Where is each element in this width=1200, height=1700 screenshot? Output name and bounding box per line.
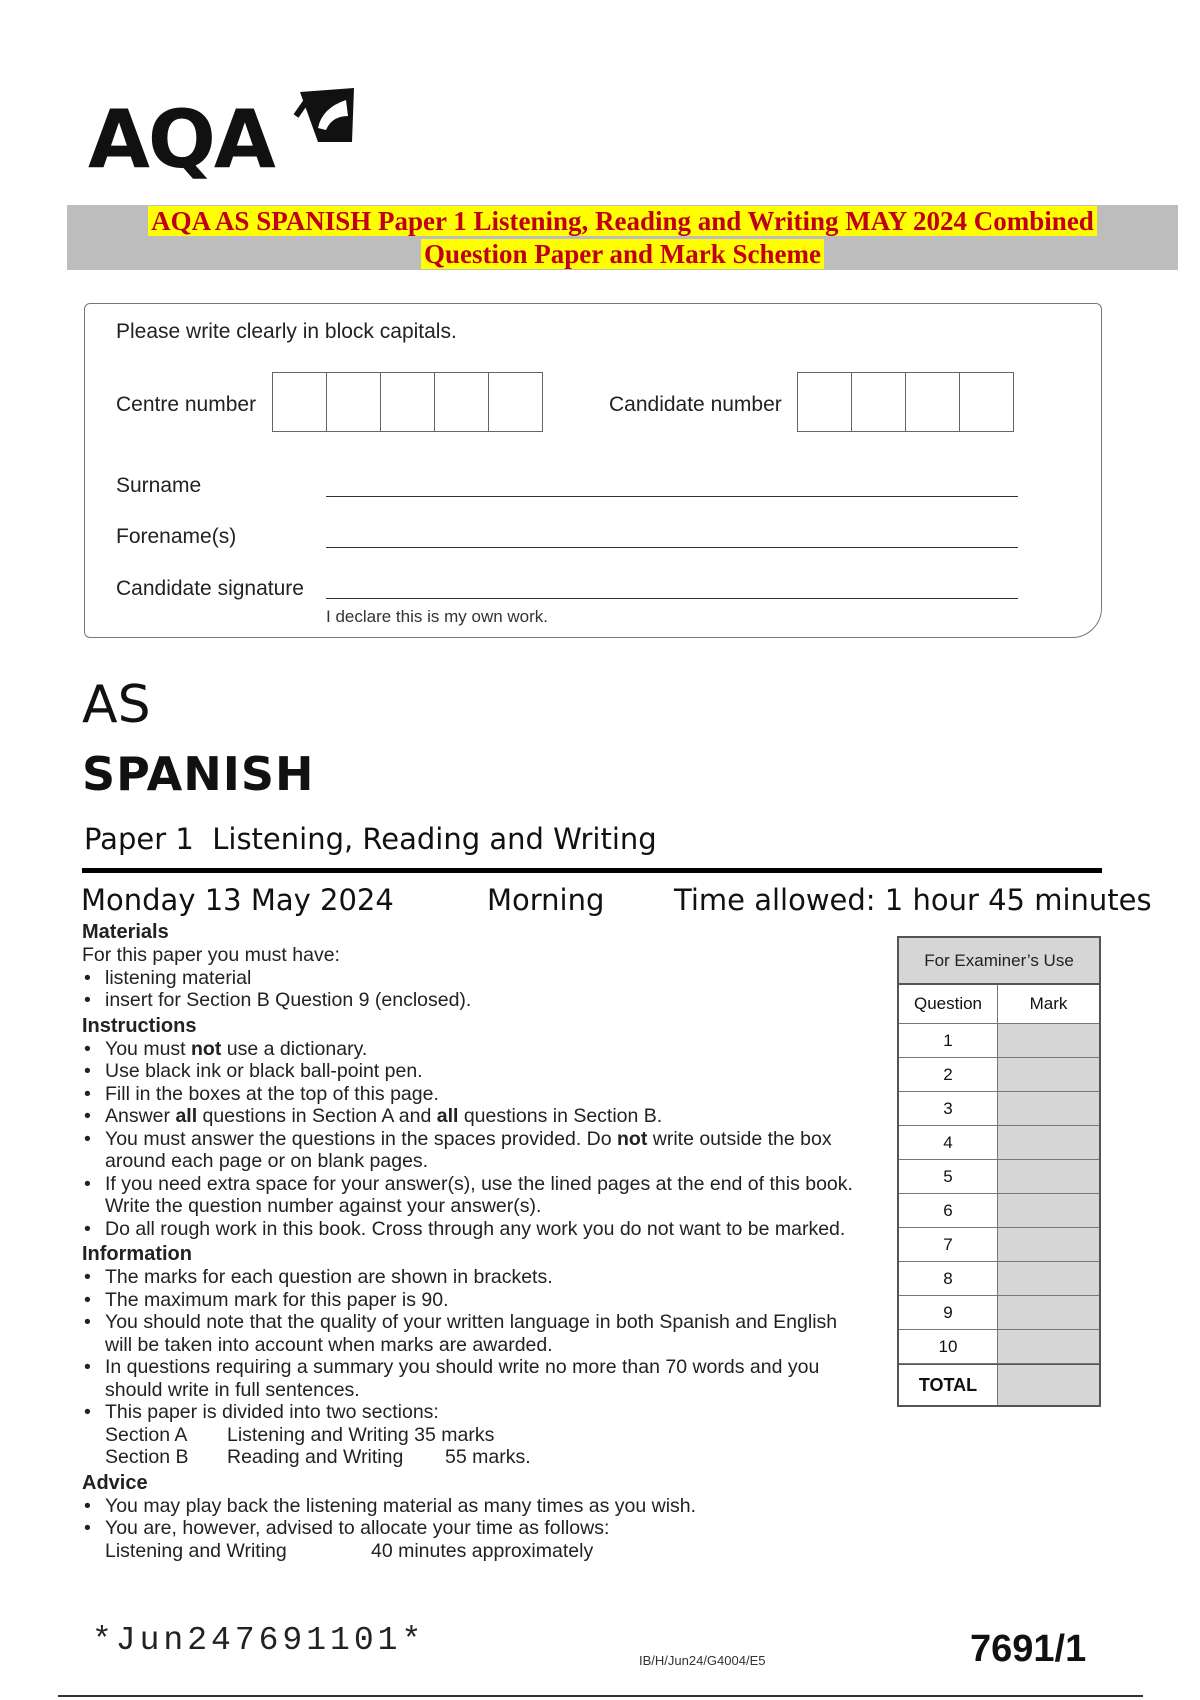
candidate-number-digit[interactable] [960,373,1013,431]
list-item: • In questions requiring a summary you should write no more than 70 words and you should write in full sentences. [82,1356,862,1401]
centre-number-digit[interactable] [381,373,435,431]
candidate-number-digit[interactable] [798,373,852,431]
mark-cell[interactable] [998,1228,1099,1261]
advice-list [82,1495,862,1540]
total-mark-cell[interactable] [998,1365,1099,1405]
aqa-logo-mark-icon [288,86,358,148]
table-row: 7 [899,1228,1099,1262]
list-item: • The marks for each question are shown in brackets. [82,1266,862,1289]
list-item: • Do all rough work in this book. Cross through any work you do not want to be marked. [82,1218,862,1241]
subject-title: SPANISH [82,747,315,801]
materials-heading: Materials [82,921,169,943]
instructions-list [82,1038,862,1241]
mark-column-header: Mark [998,985,1099,1023]
mark-cell[interactable] [998,1194,1099,1227]
mark-cell[interactable] [998,1296,1099,1329]
total-label: TOTAL [899,1365,998,1405]
information-list [82,1266,862,1424]
surname-label: Surname [116,474,202,497]
time-allocation-row: Listening and Writing 40 minutes approximately [105,1539,594,1562]
table-row: 1 [899,1024,1099,1058]
total-row [899,1364,1099,1405]
table-row: 6 [899,1194,1099,1228]
list-item: • insert for Section B Question 9 (enclosed). [82,989,862,1012]
mark-cell[interactable] [998,1024,1099,1057]
centre-number-boxes[interactable] [272,372,543,432]
paper-title: Paper 1 Listening, Reading and Writing [84,822,657,856]
list-item: • Fill in the boxes at the top of this page. [82,1083,862,1106]
list-item: • You are, however, advised to allocate your time as follows: [82,1517,862,1540]
examiner-use-table [897,936,1101,1407]
candidate-number-label: Candidate number [609,393,782,416]
mark-cell[interactable] [998,1126,1099,1159]
table-row: 10 [899,1330,1099,1364]
signature-label: Candidate signature [116,577,304,600]
mark-cell[interactable] [998,1160,1099,1193]
table-row: 5 [899,1160,1099,1194]
list-item: • Answer all questions in Section A and all questions in Section B. [82,1105,862,1128]
list-item: • You may play back the listening material as many times as you wish. [82,1495,862,1518]
section-b-row: Section B Reading and Writing 55 marks. [105,1446,531,1468]
centre-number-label: Centre number [116,393,257,416]
logo-text: AQA [88,93,274,186]
table-row: 9 [899,1296,1099,1330]
forename-label: Forename(s) [116,525,237,548]
candidate-number-boxes[interactable] [797,372,1014,432]
signature-field[interactable] [326,598,1018,599]
candidate-number-digit[interactable] [906,373,960,431]
title-banner [67,205,1178,270]
candidate-details-box [84,303,1102,638]
time-allowed: Time allowed: 1 hour 45 minutes [674,883,1152,917]
list-item: • This paper is divided into two sections: [82,1401,862,1424]
surname-field[interactable] [326,496,1018,497]
document-reference: IB/H/Jun24/G4004/E5 [639,1653,766,1668]
materials-intro: For this paper you must have: [82,944,340,966]
list-item: • You must answer the questions in the spaces provided. Do not write outside the box around each page or on blank pages. [82,1128,862,1173]
section-a-row: Section A Listening and Writing 35 marks [105,1423,495,1446]
information-heading: Information [82,1243,192,1265]
instructions-heading: Instructions [82,1014,197,1037]
instructions-column [82,920,862,1562]
qualification-level: AS [82,675,151,735]
declaration-text: I declare this is my own work. [326,607,549,626]
advice-heading: Advice [82,1471,148,1494]
forename-field[interactable] [326,547,1018,548]
table-row: 8 [899,1262,1099,1296]
banner-line-2: Question Paper and Mark Scheme [421,239,824,269]
centre-number-digit[interactable] [327,373,381,431]
examiner-table-heading: For Examiner’s Use [899,938,1099,985]
centre-number-digit[interactable] [435,373,489,431]
list-item: • You must not use a dictionary. [82,1038,862,1061]
exam-date: Monday 13 May 2024 [81,883,394,917]
question-column-header: Question [899,985,998,1023]
exam-session: Morning [487,883,605,917]
aqa-logo [88,86,358,186]
barcode-text: *Jun247691101* [92,1622,426,1659]
mark-cell[interactable] [998,1092,1099,1125]
banner-line-1: AQA AS SPANISH Paper 1 Listening, Reading and Writing MAY 2024 Combined [148,206,1097,236]
footer-rule [58,1695,1143,1697]
list-item: • If you need extra space for your answer(s), use the lined pages at the end of this book. Write the question number against your answer(s). [82,1173,862,1218]
paper-code: 7691/1 [970,1628,1087,1670]
table-row: 2 [899,1058,1099,1092]
materials-list [82,967,862,1012]
examiner-table-header-row [899,985,1099,1024]
centre-number-digit[interactable] [489,373,542,431]
list-item: • Use black ink or black ball-point pen. [82,1060,862,1083]
mark-cell[interactable] [998,1330,1099,1363]
list-item: • listening material [82,967,862,990]
title-divider [82,868,1102,873]
candidate-number-digit[interactable] [852,373,906,431]
block-capitals-instruction: Please write clearly in block capitals. [116,320,457,343]
list-item: • You should note that the quality of your written language in both Spanish and English will be taken into account when marks are awarded. [82,1311,862,1356]
table-row: 4 [899,1126,1099,1160]
list-item: • The maximum mark for this paper is 90. [82,1289,862,1312]
centre-number-digit[interactable] [273,373,327,431]
table-row: 3 [899,1092,1099,1126]
mark-cell[interactable] [998,1058,1099,1091]
mark-cell[interactable] [998,1262,1099,1295]
